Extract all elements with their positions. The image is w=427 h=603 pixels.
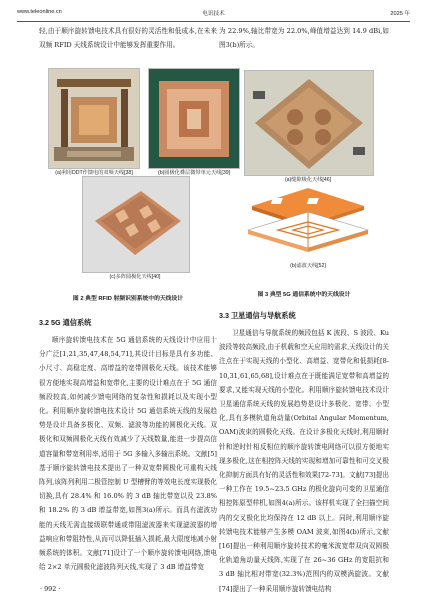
header-rule: [17, 21, 410, 22]
fig3a-photo: [244, 70, 374, 176]
fig3a-caption: (a)缝隙极化天线[46]: [284, 177, 332, 183]
dual-band-antenna-image: [49, 69, 139, 168]
fig3b-diagram: [238, 184, 376, 260]
fig2c-photo: [82, 176, 190, 273]
fig3-caption: 图 3 典型 5G 通信系统中的天线设计: [257, 292, 351, 298]
fig2b-photo: [148, 68, 240, 169]
fig2a-caption: (a)利用DDT作馈电的双频天线[38]: [55, 170, 133, 176]
fig3b-caption: (b)滤波天线[52]: [290, 263, 326, 269]
section-3-2-body: [39, 333, 217, 574]
page-number: · 992 ·: [40, 585, 61, 593]
fig2-caption: 图 2 典型 RFID 射频识别系统中的天线设计: [72, 296, 184, 302]
section-3-3-heading: 3.3 卫星通信与导航系统: [219, 311, 296, 320]
stacked-patch-antenna-image: [149, 69, 239, 168]
fig2a-photo: [48, 68, 140, 169]
fig2b-caption: (b)圆极化叠层微带单元天线[39]: [157, 170, 231, 176]
header-journal: 电讯技术: [202, 11, 225, 17]
slot-polarized-antenna-image: [245, 71, 373, 175]
filtering-antenna-diagram: [238, 184, 376, 260]
running-header: [17, 9, 410, 19]
section-3-2-heading: 3.2 5G 通信系统: [39, 318, 92, 327]
left-intro-text: 轻,由于顺序旋转馈电技术具有很好的灵活性和低成本,在未来双频 RFID 天线系统设计中能够发挥重要作用。: [39, 27, 217, 50]
section-3-2-paragraph: 顺序旋转馈电技术在 5G 通信系统的天线设计中应用十分广泛[1,21,35,47,48,54,71],其设计目标是具有多功能、小尺寸、高稳定度、高增益的宽带圆极化天线。该技术能够很方便地实现高增益和宽带化,主要的设计难点在于 5G 通信频段较高,如何减少馈电网络的复杂性和损耗以及实现小型化。利用顺序旋转馈电技术设计 5G 通信系统天线的发展趋势是设计具备多极化、双频、滤波等功能的圆极化天线。双极化和双频圆极化天线有效减少了天线数量,能进一步提高信道容量和带宽利用率,适用于 5G 多输入多输出系统。文献[5]基于顺序旋转馈电技术提出了一种双宽带圆极化可重构天线阵列,该阵列利用二极管控制 U 型槽臂的等效电长度实现极化切换,具有 28.4% 和 16.0% 的 3 dB 轴比带宽以及 23.8% 和 18.2% 的 3 dB 增益带宽,如图3(a)所示。而具有滤波功能的天线无需直接级联带通或带阻滤波器来实现滤波器的增益响应和带阻特性,从而可以降低插入损耗,最大限度地减小射频系统的体积。文献[71]设计了一个顺序旋转馈电网络,馈电给 2×2 单元圆极化滤波阵列天线,实现了 3 dB 增益带宽: [39, 336, 217, 572]
header-website: www.teleonline.cn: [17, 9, 62, 15]
fig2c-caption: (c)多阵圆极化天线[40]: [109, 274, 161, 280]
section-3-3-paragraph: 卫星通信与导航系统的频段包括 K 波段、S 波段、Ku 波段等较高频段,由于机载和空天应用的需求,天线设计的关注点在于实现天线的小型化、高增益、宽带化和低损耗[8-10,31,61,65,68],设计难点在于既能满足宽带和高增益的要求,又能实现天线的小型化。利用顺序旋转馈电技术设计卫星通信系统天线的发展趋势是设计多极化、宽带、小型化,具有多模轨道角动量(Orbital Angular Momentum, OAM)波束的圆极化天线。在设计多极化天线时,利用顺时针和逆时针相反相位的顺序旋转馈电网络可以很方便地实现多极化,这在相控阵天线的实现和增加可靠性和可交叉极化抑制方面具有好的灵活性和效果[72-73]。文献[73]提出一种工作在 19.5~23.5 GHz 的极化旋向可变的卫星通信相控阵原型样机,如图4(a)所示。该样机实现了全扫描空间内的交叉极化比均保持在 12 dB 以上。同时,利用顺序旋转馈电技术能够产生多模 OAM 波束,如图4(b)所示,文献[16]提出一种利用顺序旋转技术的毫米波宽带双向双圆极化轨道角动量天线阵,实现了在 26~36 GHz 的宽阻抗和 3 dB 轴比相对带宽(32.3%)范围内的双模涡旋波。文献[74]提出了一种采用顺序旋转馈电结构: [219, 329, 389, 593]
section-3-3-body: [219, 326, 389, 596]
right-intro-text: 为 22.9%,轴比带宽为 22.0%,峰值增益达到 14.9 dBi,如图3(b)所示。: [219, 27, 389, 50]
multi-array-antenna-image: [83, 177, 189, 272]
header-year: 2025 年: [390, 11, 410, 17]
